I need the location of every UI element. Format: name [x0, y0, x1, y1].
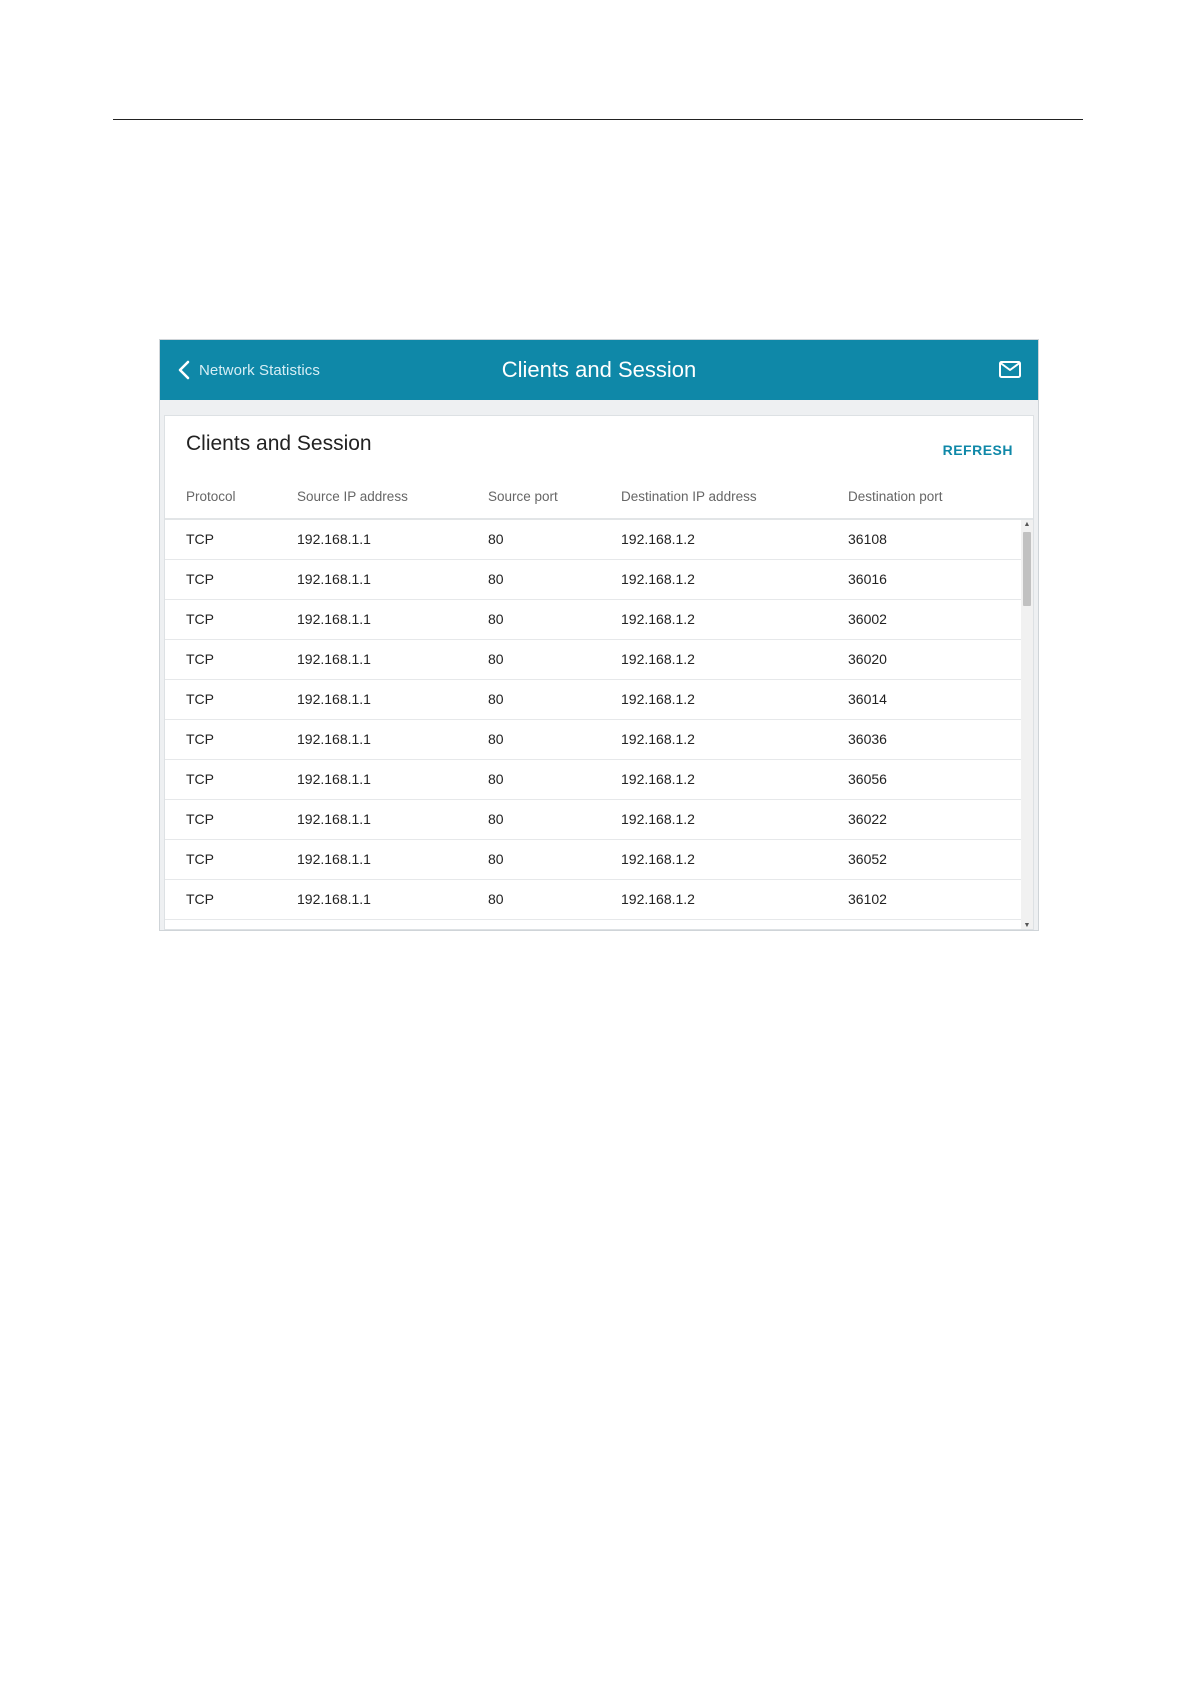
cell-source-ip: 192.168.1.1: [297, 731, 371, 747]
table-row[interactable]: [165, 600, 1023, 640]
column-header-destination-port[interactable]: Destination port: [848, 489, 943, 504]
cell-source-port: 80: [488, 691, 504, 707]
cell-destination-ip: 192.168.1.2: [621, 611, 695, 627]
cell-destination-port: 36036: [848, 731, 887, 747]
cell-source-port: 80: [488, 771, 504, 787]
table-row[interactable]: [165, 760, 1023, 800]
cell-source-ip: 192.168.1.1: [297, 651, 371, 667]
cell-protocol: TCP: [186, 891, 214, 907]
chevron-left-icon: [177, 360, 191, 380]
column-header-source-port[interactable]: Source port: [488, 489, 558, 504]
cell-destination-port: 36016: [848, 571, 887, 587]
card-title: Clients and Session: [186, 432, 372, 455]
cell-destination-port: 36002: [848, 611, 887, 627]
cell-destination-ip: 192.168.1.2: [621, 571, 695, 587]
table-row[interactable]: [165, 800, 1023, 840]
cell-source-ip: 192.168.1.1: [297, 771, 371, 787]
cell-destination-ip: 192.168.1.2: [621, 851, 695, 867]
cell-destination-port: 36108: [848, 531, 887, 547]
cell-source-port: 80: [488, 611, 504, 627]
back-label: Network Statistics: [199, 361, 320, 379]
column-header-destination-ip[interactable]: Destination IP address: [621, 489, 757, 504]
cell-destination-ip: 192.168.1.2: [621, 771, 695, 787]
column-header-protocol[interactable]: Protocol: [186, 489, 236, 504]
cell-source-port: 80: [488, 811, 504, 827]
cell-destination-ip: 192.168.1.2: [621, 811, 695, 827]
mail-icon[interactable]: [998, 359, 1022, 381]
cell-destination-ip: 192.168.1.2: [621, 651, 695, 667]
cell-destination-ip: 192.168.1.2: [621, 691, 695, 707]
table-row[interactable]: [165, 680, 1023, 720]
cell-source-ip: 192.168.1.1: [297, 811, 371, 827]
cell-destination-ip: 192.168.1.2: [621, 891, 695, 907]
table-header: [165, 476, 1033, 520]
column-header-source-ip[interactable]: Source IP address: [297, 489, 408, 504]
cell-destination-port: 36056: [848, 771, 887, 787]
cell-protocol: TCP: [186, 731, 214, 747]
cell-source-port: 80: [488, 891, 504, 907]
scrollbar-thumb[interactable]: [1023, 532, 1031, 606]
cell-destination-ip: 192.168.1.2: [621, 731, 695, 747]
page-top-rule: [113, 119, 1083, 120]
scroll-down-arrow-icon[interactable]: ▼: [1023, 922, 1031, 929]
cell-source-ip: 192.168.1.1: [297, 611, 371, 627]
cell-source-port: 80: [488, 651, 504, 667]
cell-destination-port: 36052: [848, 851, 887, 867]
cell-protocol: TCP: [186, 691, 214, 707]
cell-source-ip: 192.168.1.1: [297, 851, 371, 867]
cell-destination-port: 36102: [848, 891, 887, 907]
cell-source-ip: 192.168.1.1: [297, 571, 371, 587]
cell-destination-port: 36020: [848, 651, 887, 667]
cell-destination-ip: 192.168.1.2: [621, 531, 695, 547]
cell-protocol: TCP: [186, 611, 214, 627]
cell-protocol: TCP: [186, 851, 214, 867]
cell-protocol: TCP: [186, 571, 214, 587]
back-button[interactable]: [177, 340, 320, 400]
app-window: [159, 339, 1039, 931]
cell-protocol: TCP: [186, 531, 214, 547]
table-row[interactable]: [165, 720, 1023, 760]
table-body: [165, 520, 1023, 930]
cell-destination-port: 36014: [848, 691, 887, 707]
cell-source-ip: 192.168.1.1: [297, 531, 371, 547]
cell-source-port: 80: [488, 731, 504, 747]
sessions-card: [164, 415, 1034, 930]
cell-source-port: 80: [488, 571, 504, 587]
scroll-up-arrow-icon[interactable]: ▲: [1023, 521, 1031, 528]
cell-protocol: TCP: [186, 811, 214, 827]
table-row[interactable]: [165, 840, 1023, 880]
cell-destination-port: 36022: [848, 811, 887, 827]
topbar-title: Clients and Session: [501, 357, 697, 382]
table-scrollbar[interactable]: [1021, 520, 1033, 930]
topbar: [160, 340, 1038, 400]
cell-source-port: 80: [488, 531, 504, 547]
refresh-button[interactable]: REFRESH: [942, 442, 1013, 458]
cell-source-port: 80: [488, 851, 504, 867]
cell-protocol: TCP: [186, 651, 214, 667]
cell-protocol: TCP: [186, 771, 214, 787]
table-row[interactable]: [165, 880, 1023, 920]
table-row[interactable]: [165, 520, 1023, 560]
table-row[interactable]: [165, 560, 1023, 600]
table-row[interactable]: [165, 640, 1023, 680]
cell-source-ip: 192.168.1.1: [297, 891, 371, 907]
cell-source-ip: 192.168.1.1: [297, 691, 371, 707]
